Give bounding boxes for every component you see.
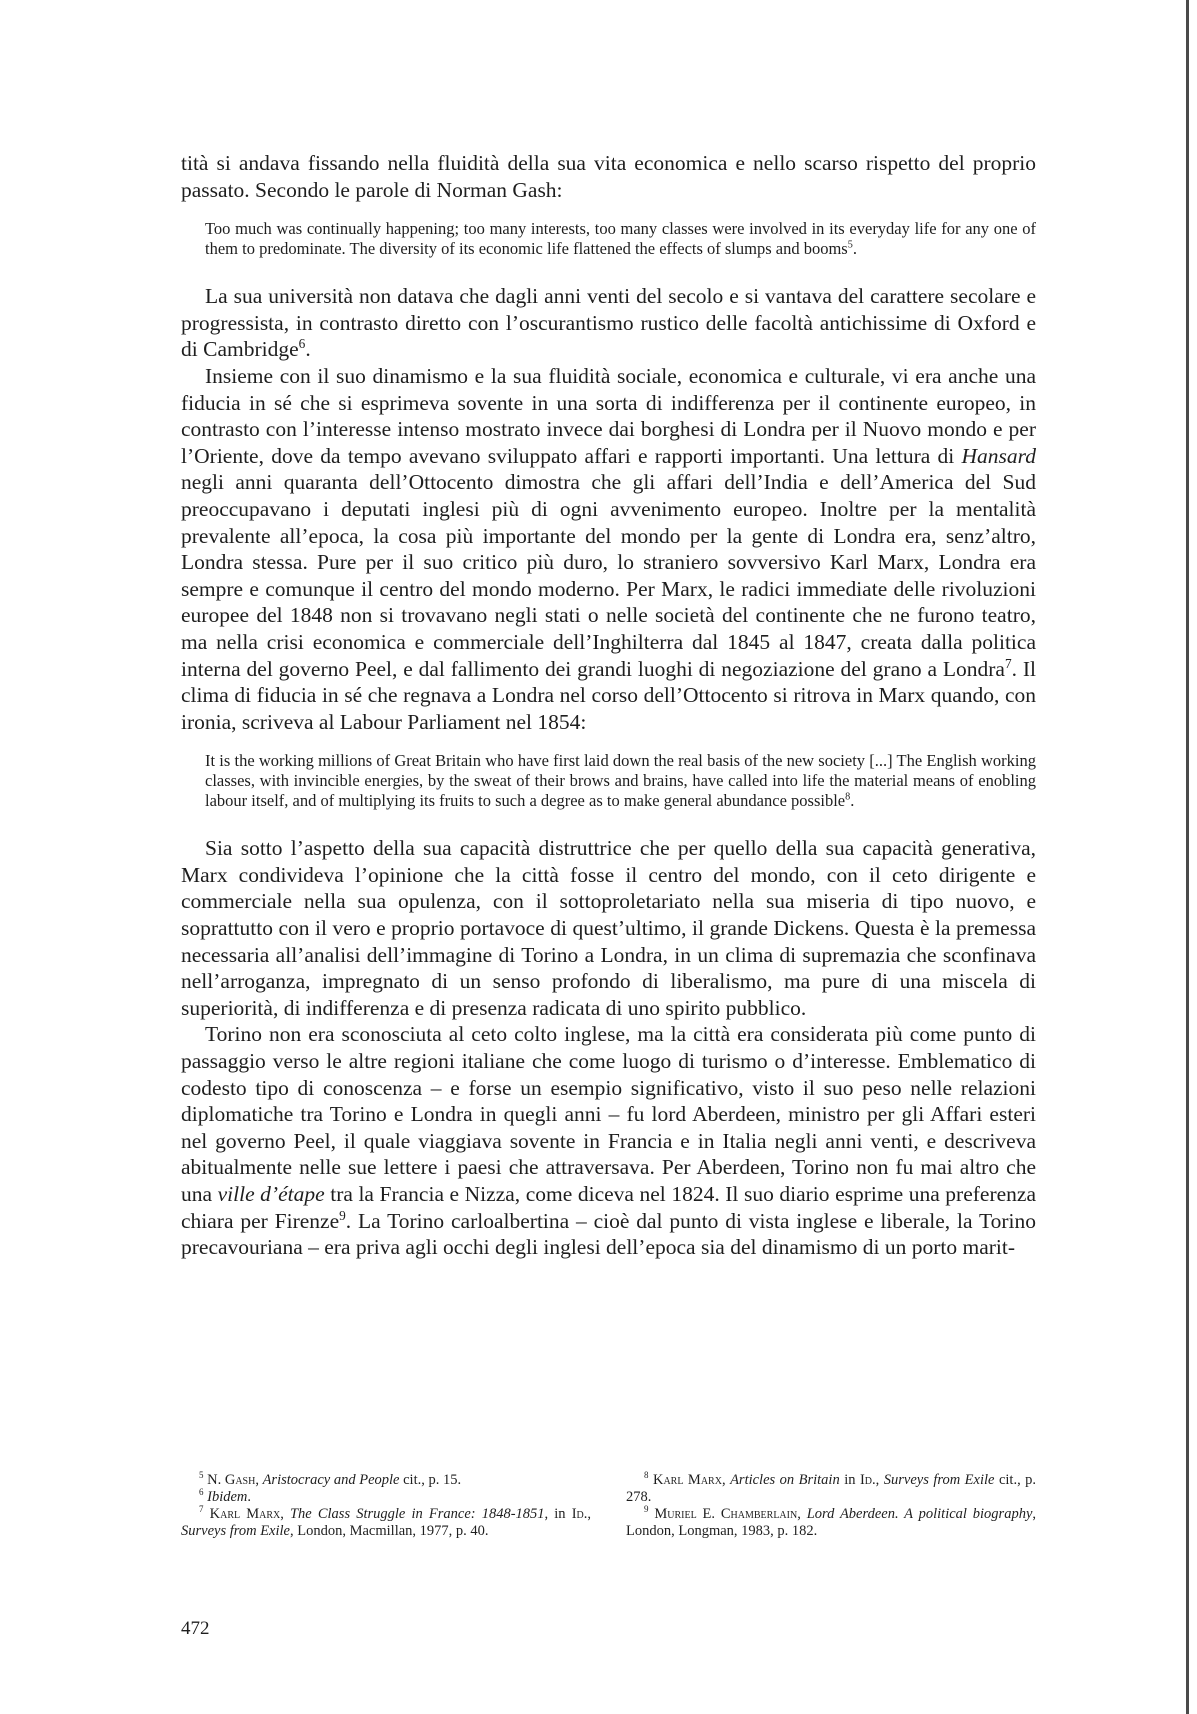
footnote-ref-8[interactable]: 8 xyxy=(845,791,851,803)
footnote-ref-7[interactable]: 7 xyxy=(1004,655,1012,671)
paragraph-2: La sua università non datava che dagli anni venti del secolo e si vantava del carattere secolare e progressista, in contrasto diretto con l’oscurantismo rustico delle facoltà antichissime di Oxford e di Cambridge$^6$. xyxy=(181,284,1036,362)
italic-ville-detape: ville d’étape xyxy=(217,1182,325,1206)
page-number: 472 xyxy=(181,1618,210,1639)
footnotes xyxy=(181,1472,1036,1540)
paragraph-1: tità si andava fissando nella fluidità della sua vita economica e nello scarso rispetto del proprio passato. Secondo le parole di Norman Gash: xyxy=(181,151,1036,202)
main-text xyxy=(181,150,1036,1261)
paragraph-3: Insieme con il suo dinamismo e la sua fluidità sociale, economica e culturale, vi era anche una fiducia in sé che si esprimeva sovente in una sorta di indifferenza per il continente europeo, in contrasto con l’interesse intenso mostrato invece dai borghesi di Londra per il Nuovo mondo e per l’Oriente, dove da tempo avevano sviluppato affari e rapporti importanti. Una lettura di Hansard negli anni quaranta dell’Ottocento dimostra che gli affari dell’India e dell’America del Sud preoccupavano i deputati inglesi più di ogni avvenimento europeo. Inoltre per la mentalità prevalente all’epoca, la cosa più importante del mondo per la gente di Londra era, senz’altro, Londra stessa. Pure per il suo critico più duro, lo straniero sovversivo Karl Marx, Londra era sempre e comunque il centro del mondo moderno. Per Marx, le radici immediate delle rivoluzioni europee del 1848 non si trovavano negli stati o nelle società del continente che ne furono teatro, ma nella crisi economica e commerciale dell’Inghilterra dal 1845 al 1847, creata dalla politica interna del governo Peel, e dal fallimento dei grandi luoghi di negoziazione del grano a Londra$^7$. Il clima di fiducia in sé che regnava a Londra nel corso dell’Ottocento si ritrova in Marx quando, con ironia, scriveva al Labour Parliament nel 1854: xyxy=(181,363,1036,734)
block-quote-gash: Too much was continually happening; too many interests, too many classes were involved in its everyday life for any one of them to predominate. The diversity of its economic life flattened the effects of slumps and booms$^5$. xyxy=(205,219,1036,259)
paragraph-4: Sia sotto l’aspetto della sua capacità distruttrice che per quello della sua capacità generativa, Marx condivideva l’opinione che la città fosse il centro del mondo, con il ceto dirigente e commerciale nella sua opulenza, con il sottoproletariato nella sua miseria di tipo nuovo, e soprattutto con il vero e proprio portavoce di quest’ultimo, il grande Dickens. Questa è la premessa necessaria all’analisi dell’immagine di Torino a Londra, in un clima di supremazia che sconfinava nell’arroganza, impregnato di un senso profondo di liberalismo, ma pure di una miscela di superiorità, di indifferenza e di presenza radicata di uno spirito pubblico. xyxy=(181,836,1036,1020)
footnote-9: $^9$ Muriel E. Chamberlain, Lord Aberdeen. A political biography, London, Longman, 1983, p. 182. xyxy=(626,1504,1037,1539)
paragraph-5: Torino non era sconosciuta al ceto colto inglese, ma la città era considerata più come punto di passaggio verso le altre regioni italiane che come luogo di turismo o d’interesse. Emblematico di codesto tipo di conoscenza – e forse un esempio significativo, visto il suo peso nelle relazioni diplomatiche tra Torino e Londra in quegli anni – fu lord Aberdeen, ministro per gli Affari esteri nel governo Peel, il quale viaggiava sovente in Francia e in Italia negli anni venti, e descriveva abitualmente nelle sue lettere i paesi che attraversava. Per Aberdeen, Torino non fu mai altro che una ville d’étape tra la Francia e Nizza, come diceva nel 1824. Il suo diario esprime una preferenza chiara per Firenze$^9$. La Torino carloalbertina – cioè dal punto di vista inglese e liberale, la Torino precavouriana – era priva agli occhi degli inglesi dell’epoca sia del dinamismo di un porto marit- xyxy=(181,1022,1037,1260)
footnote-5: $^5$ N. Gash, Aristocracy and People cit., p. 15. xyxy=(199,1470,462,1488)
footnotes-left-column xyxy=(181,1472,591,1540)
footnote-8: $^8$ Karl Marx, Articles on Britain in Id., Surveys from Exile cit., p. 278. xyxy=(626,1470,1037,1505)
footnote-7: $^7$ Karl Marx, The Class Struggle in France: 1848-1851, in Id., Surveys from Exile, London, Macmillan, 1977, p. 40. xyxy=(181,1504,591,1539)
footnotes-right-column xyxy=(626,1472,1036,1540)
footnote-ref-9[interactable]: 9 xyxy=(339,1207,346,1223)
block-quote-marx: It is the working millions of Great Britain who have first laid down the real basis of the new society [...] The English working classes, with invincible energies, by the sweat of their brows and brains, have called into life the material means of enobling labour itself, and of multiplying its fruits to such a degree as to make general abundance possible$^8$. xyxy=(205,751,1036,811)
italic-hansard: Hansard xyxy=(961,443,1036,468)
footnote-6: $^6$ Ibidem. xyxy=(199,1487,252,1505)
footnote-ref-5[interactable]: 5 xyxy=(847,239,853,251)
footnote-ref-6[interactable]: 6 xyxy=(298,336,306,352)
page-edge-line xyxy=(1186,0,1189,1714)
